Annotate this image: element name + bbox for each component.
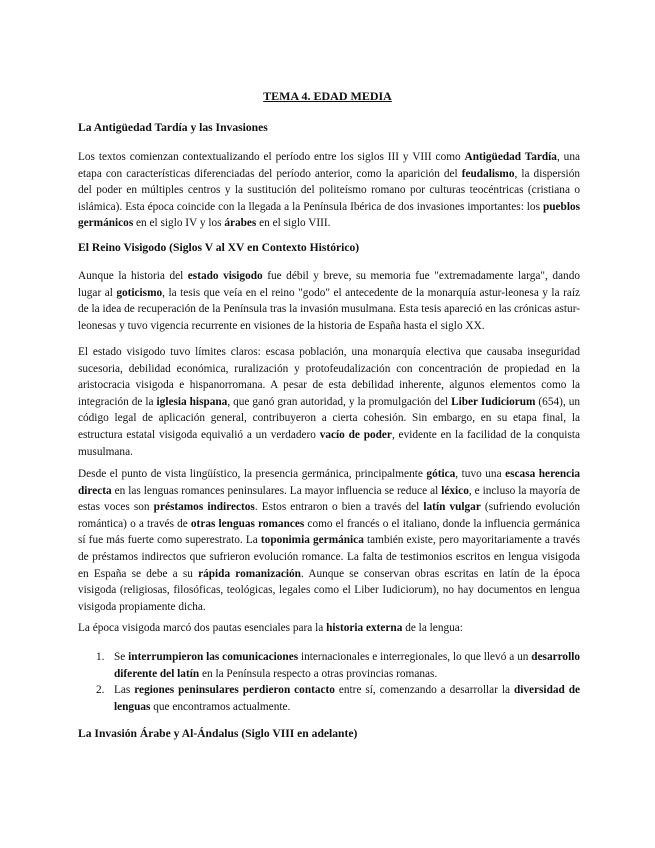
bold-term: árabes (224, 217, 257, 230)
bold-term: Liber Iudiciorum (451, 395, 536, 408)
bold-term: léxico (441, 484, 469, 497)
page-title: TEMA 4. EDAD MEDIA (263, 89, 392, 103)
section-heading-reino-visigodo: El Reino Visigodo (Siglos V al XV en Contexto Histórico) (78, 241, 360, 254)
section-heading-antiguedad: La Antigüedad Tardía y las Invasiones (78, 121, 268, 134)
bold-term: Antigüedad Tardía (464, 151, 557, 163)
bold-term: estado visigodo (187, 270, 263, 282)
list-item (78, 682, 580, 715)
bold-term: historia externa (326, 622, 403, 634)
bold-term: rápida romanización (198, 567, 301, 580)
bold-term: gótica (426, 468, 456, 480)
bold-term: pueblos germánicos (78, 200, 580, 230)
bold-term: desarrollo diferente del latín (114, 651, 580, 680)
section-heading-invasion-arabe: La Invasión Árabe y Al-Ándalus (Siglo VIII en adelante) (78, 727, 358, 740)
paragraph-goticismo: Aunque la historia del estado visigodo fue débil y breve, su memoria fue "extremadamente larga", dando lugar al goticismo, la tesis que veía en el reino "godo" el antecedente de la monarquía astur-leonesa y la raíz de la idea de recuperación de la Península tras la invasión musulmana. Esta tesis apareció en las crónicas astur-leonesas y tuvo vigencia recurrente en visiones de la historia de España hasta el siglo XX. (78, 270, 580, 332)
bold-term: goticismo (116, 286, 163, 299)
paragraph-antiguedad: Los textos comienzan contextualizando el período entre los siglos III y VIII como Antigüedad Tardía, una etapa con características diferenciadas del período anterior, como la aparición del feudalismo, la dispersión del poder en múltiples centros y la sustitución del politeísmo romano por culturas teocéntricas (cristiana o islámica). Esta época coincide con la llegada a la Península Ibérica de dos invasiones importantes: los pueblos germánicos en el siglo IV y los árabes en el siglo VIII. (78, 151, 580, 230)
bold-term: préstamos indirectos (153, 501, 255, 514)
bold-term: regiones peninsulares perdieron contacto (134, 684, 335, 697)
paragraph-historia-externa: La época visigoda marcó dos pautas esenciales para la historia externa de la lengua: (78, 622, 463, 634)
list-item-text: Se interrumpieron las comunicaciones internacionales e interregionales, lo que llevó a un desarrollo diferente del latín en la Península respecto a otras provincias romanas. (114, 651, 580, 680)
bold-term: vacío de poder (319, 428, 392, 441)
bold-term: iglesia hispana (156, 395, 228, 408)
list-item-text: Las regiones peninsulares perdieron contacto entre sí, comenzando a desarrollar la diversidad de lenguas que encontramos actualmente. (114, 684, 581, 713)
bold-term: escasa herencia directa (78, 468, 580, 497)
bold-term: otras lenguas romances (190, 517, 305, 530)
bold-term: latín vulgar (423, 501, 481, 514)
bold-term: toponimia germánica (260, 534, 364, 547)
bold-term: feudalismo (461, 167, 515, 180)
bold-term: diversidad de lenguas (114, 684, 581, 713)
list-item-number: 2. (96, 684, 105, 697)
paragraph-estado-visigodo: El estado visigodo tuvo límites claros: escasa población, una monarquía electiva que causaba inseguridad sucesoria, debilidad económica, ruralización y protofeudalización con concentración de propiedad en la aristocracia visigoda e hispanorromana. A pesar de esta debilidad inherente, algunos elementos como la integración de la iglesia hispana, que ganó gran autoridad, y la promulgación del Liber Iudiciorum (654), un código legal de aplicación general, contribuyeron a cierta cohesión. Sin embargo, en su etapa final, la estructura estatal visigoda equivalió a un verdadero vacío de poder, evidente en la facilidad de la conquista musulmana. (78, 346, 580, 458)
pautas-list (78, 649, 580, 715)
bold-term: interrumpieron las comunicaciones (128, 651, 299, 663)
paragraph-linguistica: Desde el punto de vista lingüístico, la presencia germánica, principalmente gótica, tuvo una escasa herencia directa en las lenguas romances peninsulares. La mayor influencia se reduce al léxico, e incluso la mayoría de estas voces son préstamos indirectos. Estos entraron o bien a través del latín vulgar (sufriendo evolución romántica) o a través de otras lenguas romances como el francés o el italiano, donde la influencia germánica sí fue más fuerte como superestrato. La toponimia germánica también existe, pero mayoritariamente a través de préstamos indirectos que sufrieron evolución romance. La falta de testimonios escritos en lengua visigoda en España se debe a su rápida romanización. Aunque se conservan obras escritas en latín de la época visigoda (religiosas, filosóficas, teológicas, legales como el Liber Iudiciorum), no hay documentos en lengua visigoda propiamente dicha. (78, 468, 581, 613)
list-item-number: 1. (96, 651, 105, 663)
list-item (78, 649, 580, 682)
